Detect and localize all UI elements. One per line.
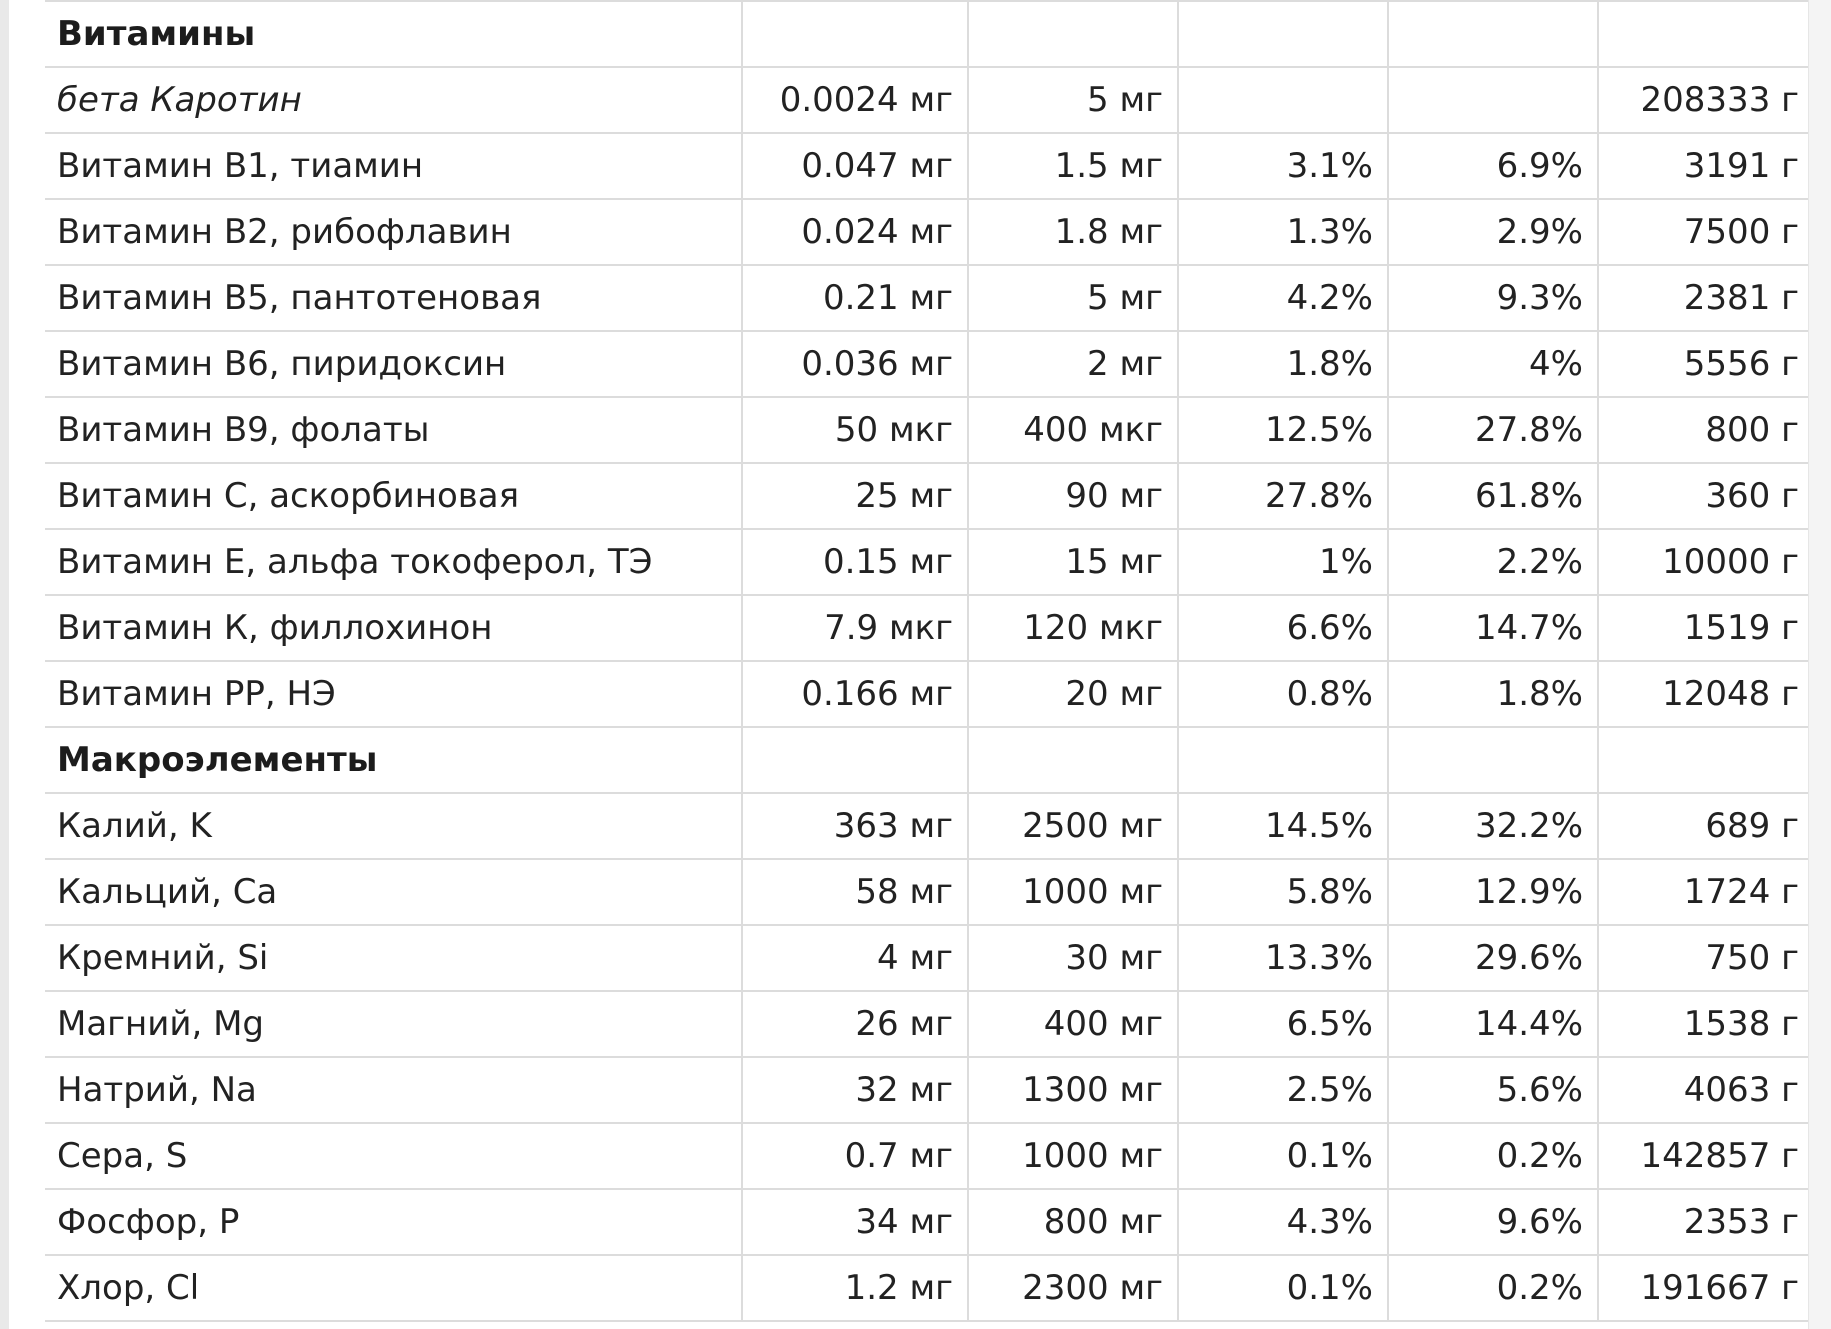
cell-grams-for-full-norm: 689 г — [1598, 793, 1813, 859]
cell-percent-norm: 4.3% — [1178, 1189, 1388, 1255]
cell-percent-per-100kcal: 14.4% — [1388, 991, 1598, 1057]
cell-amount: 0.047 мг — [742, 133, 968, 199]
table-row — [45, 859, 1813, 925]
cell-percent-norm: 6.5% — [1178, 991, 1388, 1057]
nutrient-name: Витамин В1, тиамин — [45, 133, 742, 199]
cell-daily-norm: 5 мг — [968, 265, 1178, 331]
empty-cell — [1388, 1, 1598, 67]
nutrient-name: Витамин В6, пиридоксин — [45, 331, 742, 397]
nutrient-name: Кремний, Si — [45, 925, 742, 991]
cell-daily-norm: 400 мг — [968, 991, 1178, 1057]
nutrient-name: Витамин В9, фолаты — [45, 397, 742, 463]
cell-amount: 32 мг — [742, 1057, 968, 1123]
cell-grams-for-full-norm: 2381 г — [1598, 265, 1813, 331]
table-row — [45, 991, 1813, 1057]
table-row — [45, 925, 1813, 991]
section-header-row — [45, 1, 1813, 67]
cell-percent-per-100kcal: 61.8% — [1388, 463, 1598, 529]
cell-daily-norm: 1000 мг — [968, 859, 1178, 925]
cell-grams-for-full-norm: 4063 г — [1598, 1057, 1813, 1123]
nutrient-name: Кальций, Ca — [45, 859, 742, 925]
cell-grams-for-full-norm: 1724 г — [1598, 859, 1813, 925]
cell-percent-norm: 0.1% — [1178, 1255, 1388, 1321]
cell-percent-per-100kcal: 9.6% — [1388, 1189, 1598, 1255]
empty-cell — [742, 1, 968, 67]
cell-daily-norm: 2300 мг — [968, 1255, 1178, 1321]
nutrient-name: бета Каротин — [45, 67, 742, 133]
cell-percent-norm: 1% — [1178, 529, 1388, 595]
cell-daily-norm: 120 мкг — [968, 595, 1178, 661]
table-row — [45, 331, 1813, 397]
cell-percent-per-100kcal: 1.8% — [1388, 661, 1598, 727]
cell-daily-norm: 15 мг — [968, 529, 1178, 595]
nutrient-name: Витамин К, филлохинон — [45, 595, 742, 661]
cell-percent-norm: 27.8% — [1178, 463, 1388, 529]
cell-amount: 0.0024 мг — [742, 67, 968, 133]
empty-cell — [968, 727, 1178, 793]
cell-percent-norm — [1178, 67, 1388, 133]
left-edge-strip — [0, 0, 9, 1329]
table-row — [45, 265, 1813, 331]
cell-amount: 7.9 мкг — [742, 595, 968, 661]
cell-percent-norm: 5.8% — [1178, 859, 1388, 925]
cell-percent-norm: 0.8% — [1178, 661, 1388, 727]
cell-daily-norm: 30 мг — [968, 925, 1178, 991]
cell-grams-for-full-norm: 360 г — [1598, 463, 1813, 529]
cell-percent-per-100kcal: 2.2% — [1388, 529, 1598, 595]
cell-amount: 0.024 мг — [742, 199, 968, 265]
scrollbar-track[interactable] — [1808, 0, 1831, 1329]
cell-grams-for-full-norm: 208333 г — [1598, 67, 1813, 133]
cell-daily-norm: 2 мг — [968, 331, 1178, 397]
cell-percent-norm: 3.1% — [1178, 133, 1388, 199]
cell-grams-for-full-norm: 2353 г — [1598, 1189, 1813, 1255]
cell-percent-per-100kcal: 4% — [1388, 331, 1598, 397]
cell-amount: 0.7 мг — [742, 1123, 968, 1189]
cell-percent-norm: 2.5% — [1178, 1057, 1388, 1123]
nutrient-table-container — [45, 0, 1813, 1322]
cell-amount: 363 мг — [742, 793, 968, 859]
cell-amount: 4 мг — [742, 925, 968, 991]
section-header-row — [45, 727, 1813, 793]
cell-percent-norm: 1.8% — [1178, 331, 1388, 397]
nutrient-name: Натрий, Na — [45, 1057, 742, 1123]
cell-amount: 26 мг — [742, 991, 968, 1057]
table-row — [45, 595, 1813, 661]
nutrient-name: Витамин C, аскорбиновая — [45, 463, 742, 529]
cell-amount: 50 мкг — [742, 397, 968, 463]
table-row — [45, 67, 1813, 133]
cell-percent-norm: 6.6% — [1178, 595, 1388, 661]
cell-percent-norm: 4.2% — [1178, 265, 1388, 331]
cell-daily-norm: 800 мг — [968, 1189, 1178, 1255]
nutrient-name: Витамин В2, рибофлавин — [45, 199, 742, 265]
cell-grams-for-full-norm: 1538 г — [1598, 991, 1813, 1057]
cell-percent-per-100kcal: 0.2% — [1388, 1255, 1598, 1321]
nutrient-table — [45, 0, 1813, 1322]
cell-amount: 58 мг — [742, 859, 968, 925]
empty-cell — [1598, 727, 1813, 793]
cell-daily-norm: 5 мг — [968, 67, 1178, 133]
table-row — [45, 1255, 1813, 1321]
empty-cell — [742, 727, 968, 793]
empty-cell — [1178, 1, 1388, 67]
nutrient-name: Фосфор, P — [45, 1189, 742, 1255]
nutrient-name: Магний, Mg — [45, 991, 742, 1057]
nutrient-name: Сера, S — [45, 1123, 742, 1189]
empty-cell — [1388, 727, 1598, 793]
cell-daily-norm: 1000 мг — [968, 1123, 1178, 1189]
cell-daily-norm: 1.5 мг — [968, 133, 1178, 199]
table-row — [45, 1057, 1813, 1123]
empty-cell — [1598, 1, 1813, 67]
cell-daily-norm: 90 мг — [968, 463, 1178, 529]
section-title: Витамины — [45, 1, 742, 67]
table-row — [45, 661, 1813, 727]
cell-grams-for-full-norm: 5556 г — [1598, 331, 1813, 397]
empty-cell — [968, 1, 1178, 67]
cell-percent-norm: 0.1% — [1178, 1123, 1388, 1189]
section-title: Макроэлементы — [45, 727, 742, 793]
table-row — [45, 1123, 1813, 1189]
cell-amount: 0.036 мг — [742, 331, 968, 397]
cell-percent-per-100kcal: 0.2% — [1388, 1123, 1598, 1189]
nutrient-name: Витамин Е, альфа токоферол, ТЭ — [45, 529, 742, 595]
empty-cell — [1178, 727, 1388, 793]
nutrient-table-body — [45, 1, 1813, 1321]
nutrient-name: Хлор, Cl — [45, 1255, 742, 1321]
nutrient-name: Витамин РР, НЭ — [45, 661, 742, 727]
cell-percent-per-100kcal: 5.6% — [1388, 1057, 1598, 1123]
cell-grams-for-full-norm: 191667 г — [1598, 1255, 1813, 1321]
cell-amount: 25 мг — [742, 463, 968, 529]
cell-percent-per-100kcal: 32.2% — [1388, 793, 1598, 859]
cell-amount: 0.166 мг — [742, 661, 968, 727]
cell-percent-per-100kcal: 2.9% — [1388, 199, 1598, 265]
table-row — [45, 199, 1813, 265]
cell-percent-per-100kcal: 9.3% — [1388, 265, 1598, 331]
cell-grams-for-full-norm: 3191 г — [1598, 133, 1813, 199]
cell-percent-per-100kcal: 6.9% — [1388, 133, 1598, 199]
cell-percent-norm: 12.5% — [1178, 397, 1388, 463]
cell-percent-norm: 14.5% — [1178, 793, 1388, 859]
cell-percent-norm: 1.3% — [1178, 199, 1388, 265]
cell-grams-for-full-norm: 7500 г — [1598, 199, 1813, 265]
cell-grams-for-full-norm: 10000 г — [1598, 529, 1813, 595]
cell-grams-for-full-norm: 1519 г — [1598, 595, 1813, 661]
cell-amount: 0.15 мг — [742, 529, 968, 595]
table-row — [45, 1189, 1813, 1255]
table-row — [45, 463, 1813, 529]
table-row — [45, 529, 1813, 595]
nutrient-name: Калий, K — [45, 793, 742, 859]
cell-percent-norm: 13.3% — [1178, 925, 1388, 991]
cell-percent-per-100kcal: 14.7% — [1388, 595, 1598, 661]
table-row — [45, 133, 1813, 199]
cell-grams-for-full-norm: 12048 г — [1598, 661, 1813, 727]
cell-daily-norm: 1.8 мг — [968, 199, 1178, 265]
cell-percent-per-100kcal — [1388, 67, 1598, 133]
cell-grams-for-full-norm: 800 г — [1598, 397, 1813, 463]
cell-amount: 0.21 мг — [742, 265, 968, 331]
cell-daily-norm: 1300 мг — [968, 1057, 1178, 1123]
cell-percent-per-100kcal: 29.6% — [1388, 925, 1598, 991]
table-row — [45, 793, 1813, 859]
cell-daily-norm: 20 мг — [968, 661, 1178, 727]
cell-amount: 1.2 мг — [742, 1255, 968, 1321]
cell-percent-per-100kcal: 12.9% — [1388, 859, 1598, 925]
table-row — [45, 397, 1813, 463]
cell-daily-norm: 400 мкг — [968, 397, 1178, 463]
cell-daily-norm: 2500 мг — [968, 793, 1178, 859]
cell-percent-per-100kcal: 27.8% — [1388, 397, 1598, 463]
nutrient-name: Витамин В5, пантотеновая — [45, 265, 742, 331]
cell-amount: 34 мг — [742, 1189, 968, 1255]
cell-grams-for-full-norm: 750 г — [1598, 925, 1813, 991]
cell-grams-for-full-norm: 142857 г — [1598, 1123, 1813, 1189]
